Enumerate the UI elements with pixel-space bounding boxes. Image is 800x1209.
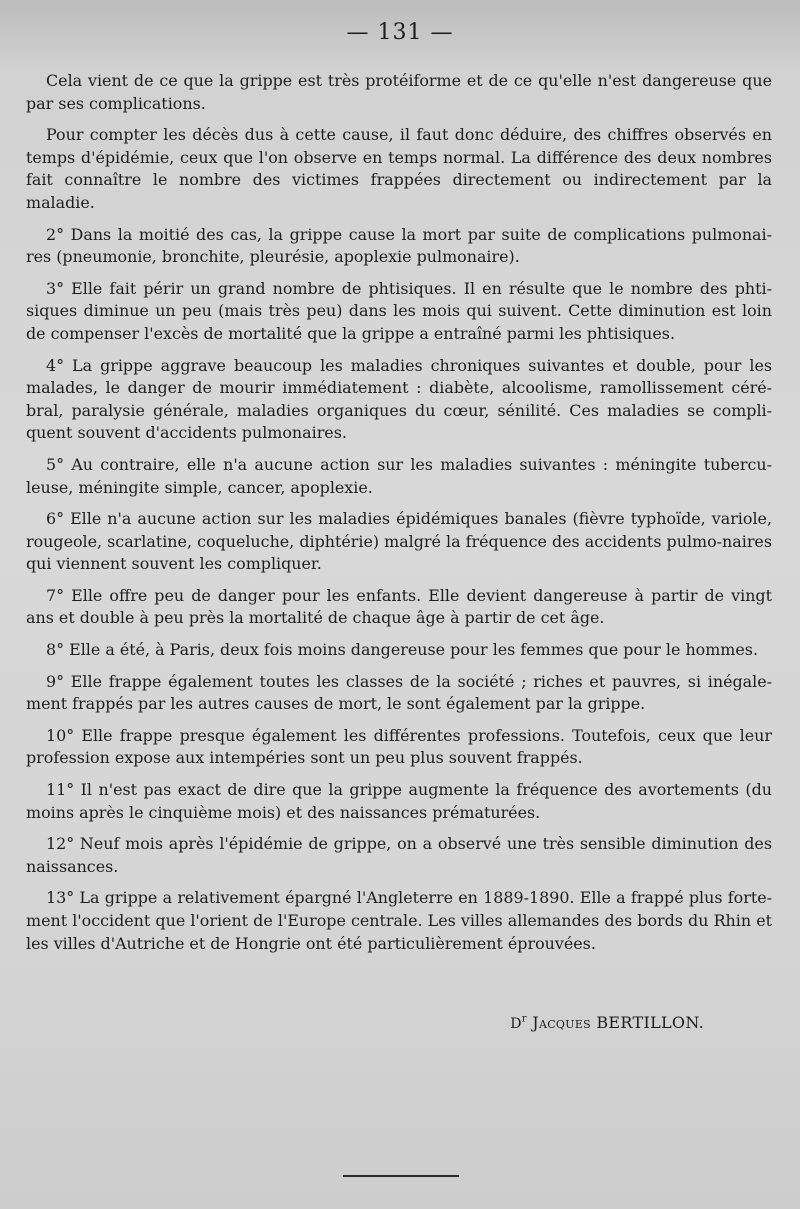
paragraph-counting-deaths: Pour compter les décès dus à cette cause, il faut donc déduire, des chiffres observés en temps d'épidémie, ceux que l'on observe en temps normal. La différence des deux nombres fait connaître le nombre des victimes frappées directement ou indirectement par la maladie. [26, 125, 772, 212]
paragraph-point-8: 8° Elle a été, à Paris, deux fois moins dangereuse pour les femmes que pour le hommes. [46, 640, 758, 660]
signature-last-name: BERTILLON. [596, 1013, 704, 1032]
paragraph-point-9: 9° Elle frappe également toutes les classes de la société ; riches et pauvres, si inégale-ment frappés par les autres causes de mort, le sont également par la grippe. [26, 671, 772, 714]
author-signature [510, 1013, 704, 1032]
paragraph-point-10: 10° Elle frappe presque également les différentes professions. Toutefois, ceux que leur profession expose aux intempéries sont un peu plus souvent frappés. [26, 725, 772, 768]
paragraph-point-12: 12° Neuf mois après l'épidémie de grippe, on a observé une très sensible diminution des naissances. [26, 834, 772, 876]
signature-title-sup: r [521, 1013, 527, 1025]
paragraph-point-4: 4° La grippe aggrave beaucoup les maladies chroniques suivantes et double, pour les malades, le danger de mourir immédiatement : diabète, alcoolisme, ramollissement céré-bral, paralysie générale, maladies organiques du cœur, sénilité. Ces maladies se compli-quent souvent d'accidents pulmonaires. [26, 355, 772, 443]
paragraph-intro: Cela vient de ce que la grippe est très protéiforme et de ce qu'elle n'est dangereuse que par ses complications. [26, 71, 772, 113]
paragraph-point-13: 13° La grippe a relativement épargné l'Angleterre en 1889-1890. Elle a frappé plus forte-ment l'occident que l'orient de l'Europe centrale. Les villes allemandes des bords du Rhin et les villes d'Autriche et de Hongrie ont été particulièrement éprouvées. [26, 888, 772, 953]
signature-first-name: Jacques [532, 1013, 591, 1032]
paragraph-point-3: 3° Elle fait périr un grand nombre de phtisiques. Il en résulte que le nombre des phti-siques diminue un peu (mais très peu) dans les mois qui suivent. Cette diminution est loin de compenser l'excès de mortalité que la grippe a entraîné parmi les phtisiques. [26, 278, 772, 343]
paragraph-point-6: 6° Elle n'a aucune action sur les maladies épidémiques banales (fièvre typhoïde, variole, rougeole, scarlatine, coqueluche, diphtérie) malgré la fréquence des accidents pulmo-naires qui viennent souvent les compliquer. [26, 509, 772, 574]
body-text [26, 70, 772, 964]
paragraph-point-7: 7° Elle offre peu de danger pour les enfants. Elle devient dangereuse à partir de vingt ans et double à peu près la mortalité de chaque âge à partir de cet âge. [26, 585, 772, 628]
bottom-divider [343, 1175, 459, 1177]
page-number: — 131 — [346, 20, 454, 45]
paragraph-point-2: 2° Dans la moitié des cas, la grippe cause la mort par suite de complications pulmonai-res (pneumonie, bronchite, pleurésie, apoplexie pulmonaire). [26, 224, 772, 267]
paragraph-point-5: 5° Au contraire, elle n'a aucune action sur les maladies suivantes : méningite tubercu-leuse, méningite simple, cancer, apoplexie. [26, 454, 772, 497]
signature-title: D [510, 1016, 522, 1032]
paragraph-point-11: 11° Il n'est pas exact de dire que la grippe augmente la fréquence des avortements (du moins après le cinquième mois) et des naissances prématurées. [26, 780, 772, 822]
